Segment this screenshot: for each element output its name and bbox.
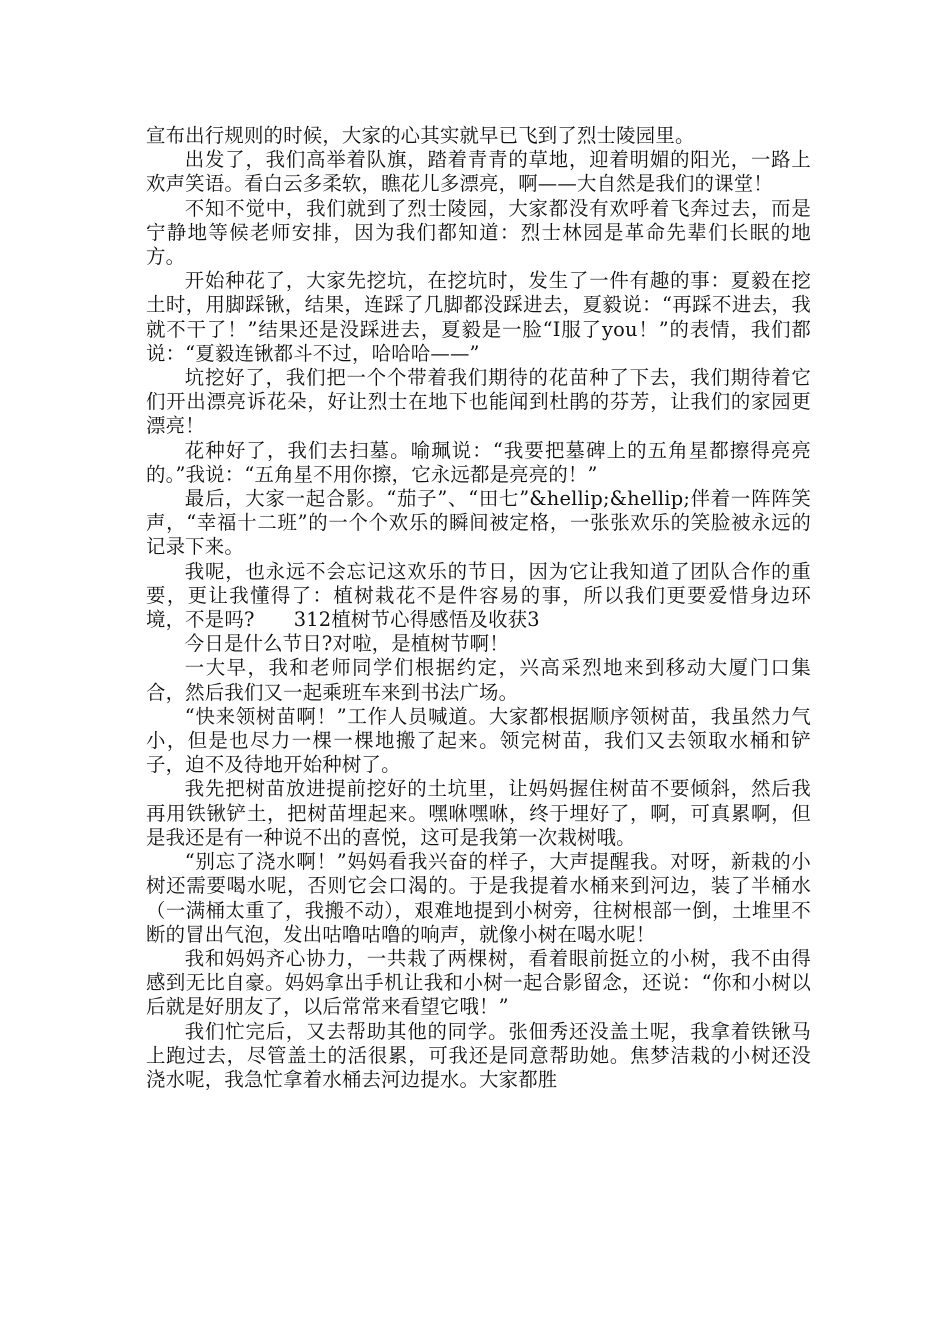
paragraph-10: 一大早，我和老师同学们根据约定，兴高采烈地来到移动大厦门口集合，然后我们又一起乘班车来到书法广场。	[146, 656, 811, 704]
paragraph-5: 坑挖好了，我们把一个个带着我们期待的花苗种了下去，我们期待着它们开出漂亮诉花朵，好让烈士在地下也能闻到杜鹃的芬芳，让我们的家园更漂亮！	[146, 366, 811, 438]
paragraph-1: 宣布出行规则的时候，大家的心其实就早已飞到了烈士陵园里。	[146, 124, 695, 147]
document-body	[146, 124, 811, 1092]
paragraph-13: “别忘了浇水啊！”妈妈看我兴奋的样子，大声提醒我。对呀，新栽的小树还需要喝水呢，否则它会口渴的。于是我提着水桶来到河边，装了半桶水（一满桶太重了，我搬不动），艰难地提到小树旁，往树根部一倒，土堆里不断的冒出气泡，发出咕噜咕噜的响声，就像小树在喝水呢！	[146, 850, 811, 946]
paragraph-3: 不知不觉中，我们就到了烈士陵园，大家都没有欢呼着飞奔过去，而是宁静地等候老师安排，因为我们都知道：烈士林园是革命先辈们长眠的地方。	[146, 196, 811, 269]
paragraph-6: 花种好了，我们去扫墓。喻珮说：“我要把墓碑上的五角星都擦得亮亮的。”我说：“五角星不用你擦，它永远都是亮亮的！”	[146, 438, 811, 486]
paragraph-8: 我呢，也永远不会忘记这欢乐的节日，因为它让我知道了团队合作的重要，更让我懂得了：植树栽花不是件容易的事，所以我们更要爱惜身边环境，不是吗? 312植树节心得感悟及收获3	[146, 559, 811, 632]
paragraph-4: 开始种花了，大家先挖坑，在挖坑时，发生了一件有趣的事：夏毅在挖土时，用脚踩锹，结果，连踩了几脚都没踩进去，夏毅说：“再踩不进去，我就不干了！”结果还是没踩进去，夏毅是一脸“I服了you！”的表情，我们都说：“夏毅连锹都斗不过，哈哈哈——”	[146, 269, 811, 365]
paragraph-11: “快来领树苗啊！”工作人员喊道。大家都根据顺序领树苗，我虽然力气小，但是也尽力一棵一棵地搬了起来。领完树苗，我们又去领取水桶和铲子，迫不及待地开始种树了。	[146, 704, 811, 777]
paragraph-7: 最后，大家一起合影。“茄子”、“田七”&hellip;&hellip;伴着一阵阵笑声，“幸福十二班”的一个个欢乐的瞬间被定格，一张张欢乐的笑脸被永远的记录下来。	[146, 487, 811, 559]
paragraph-2: 出发了，我们高举着队旗，踏着青青的草地，迎着明媚的阳光，一路上欢声笑语。看白云多柔软，瞧花儿多漂亮，啊——大自然是我们的课堂！	[146, 148, 811, 196]
paragraph-9: 今日是什么节日?对啦，是植树节啊！	[184, 632, 509, 656]
paragraph-14: 我和妈妈齐心协力，一共栽了两棵树，看着眼前挺立的小树，我不由得感到无比自豪。妈妈拿出手机让我和小树一起合影留念，还说：“你和小树以后就是好朋友了，以后常常来看望它哦！”	[146, 946, 811, 1019]
paragraph-15: 我们忙完后，又去帮助其他的同学。张佃秀还没盖土呢，我拿着铁锹马上跑过去，尽管盖土的活很累，可我还是同意帮助她。焦梦洁栽的小树还没浇水呢，我急忙拿着水桶去河边提水。大家都胜	[146, 1019, 811, 1091]
paragraph-12: 我先把树苗放进提前挖好的土坑里，让妈妈握住树苗不要倾斜，然后我再用铁锹铲土，把树苗埋起来。嘿咻嘿咻，终于埋好了，啊，可真累啊，但是我还是有一种说不出的喜悦，这可是我第一次栽树哦。	[146, 777, 811, 849]
